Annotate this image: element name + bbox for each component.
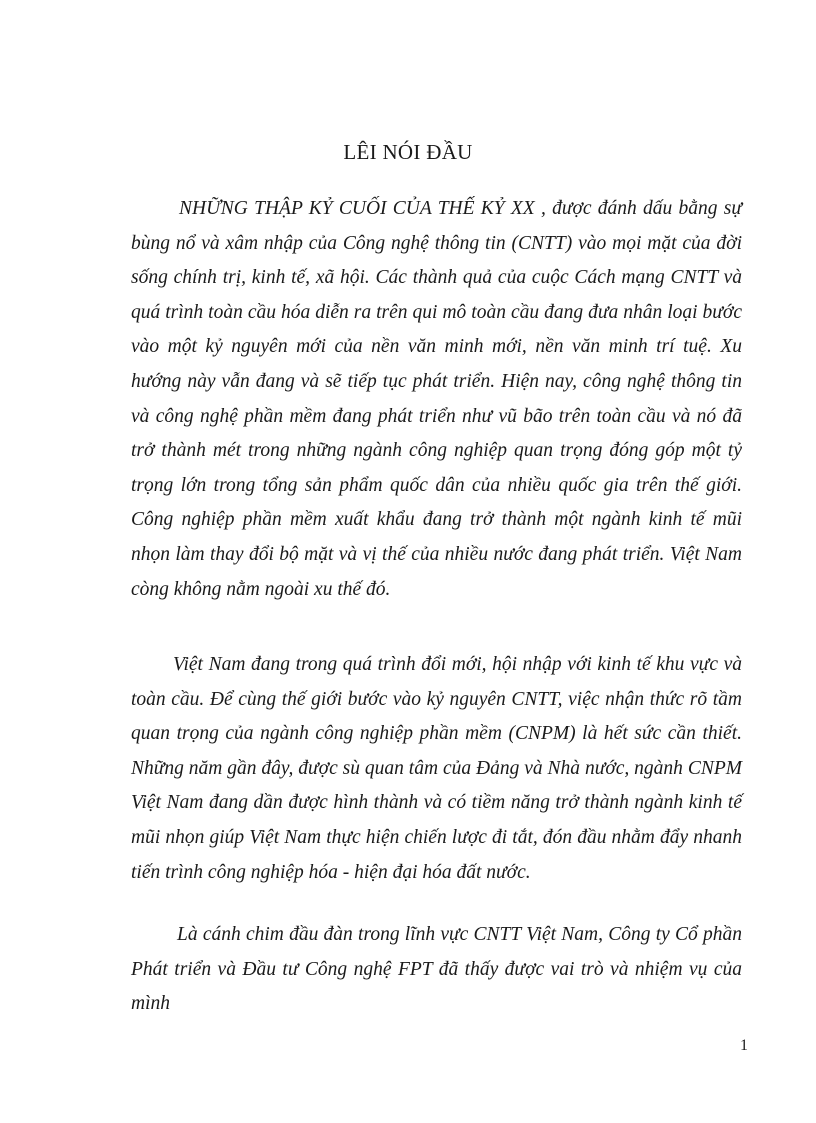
page-number: 1: [740, 1037, 748, 1054]
paragraph-1: NHỮNG THẬP KỶ CUỐI CỦA THẾ KỶ XX , được đánh dấu bằng sự bùng nổ và xâm nhập của Công nghệ thông tin (CNTT) vào mọi mặt của đời sống chính trị, kinh tế, xã hội. Các thành quả của cuộc Cách mạng CNTT và quá trình toàn cầu hóa diễn ra trên qui mô toàn cầu đang đưa nhân loại bước vào một kỷ nguyên mới của nền văn minh mới, nền văn minh trí tuệ. Xu hướng này vẫn đang và sẽ tiếp tục phát triển. Hiện nay, công nghệ thông tin và công nghệ phần mềm đang phát triển như vũ bão trên toàn cầu và nó đã trở thành mét trong những ngành công nghiệp quan trọng đóng góp một tỷ trọng lớn trong tổng sản phẩm quốc dân của nhiều quốc gia trên thế giới. Công nghiệp phần mềm xuất khẩu đang trở thành một ngành kinh tế mũi nhọn làm thay đổi bộ mặt và vị thế của nhiều nước đang phát triển. Việt Nam còng không nằm ngoài xu thế đó.: [131, 198, 742, 600]
paragraph-2: Việt Nam đang trong quá trình đổi mới, hội nhập với kinh tế khu vực và toàn cầu. Để cùng thế giới bước vào kỷ nguyên CNTT, việc nhận thức rõ tầm quan trọng của ngành công nghiệp phần mềm (CNPM) là hết sức cần thiết. Những năm gần đây, được sù quan tâm của Đảng và Nhà nước, ngành CNPM Việt Nam đang dần được hình thành và có tiềm năng trở thành ngành kinh tế mũi nhọn giúp Việt Nam thực hiện chiến lược đi tắt, đón đầu nhằm đẩy nhanh tiến trình công nghiệp hóa - hiện đại hóa đất nước.: [131, 654, 742, 883]
page-title: LÊI NÓI ĐẦU: [343, 140, 473, 164]
paragraph-3: Là cánh chim đầu đàn trong lĩnh vực CNTT Việt Nam, Công ty Cổ phần Phát triển và Đầu tư Công nghệ FPT đã thấy được vai trò và nhiệm vụ của mình: [131, 924, 742, 1015]
